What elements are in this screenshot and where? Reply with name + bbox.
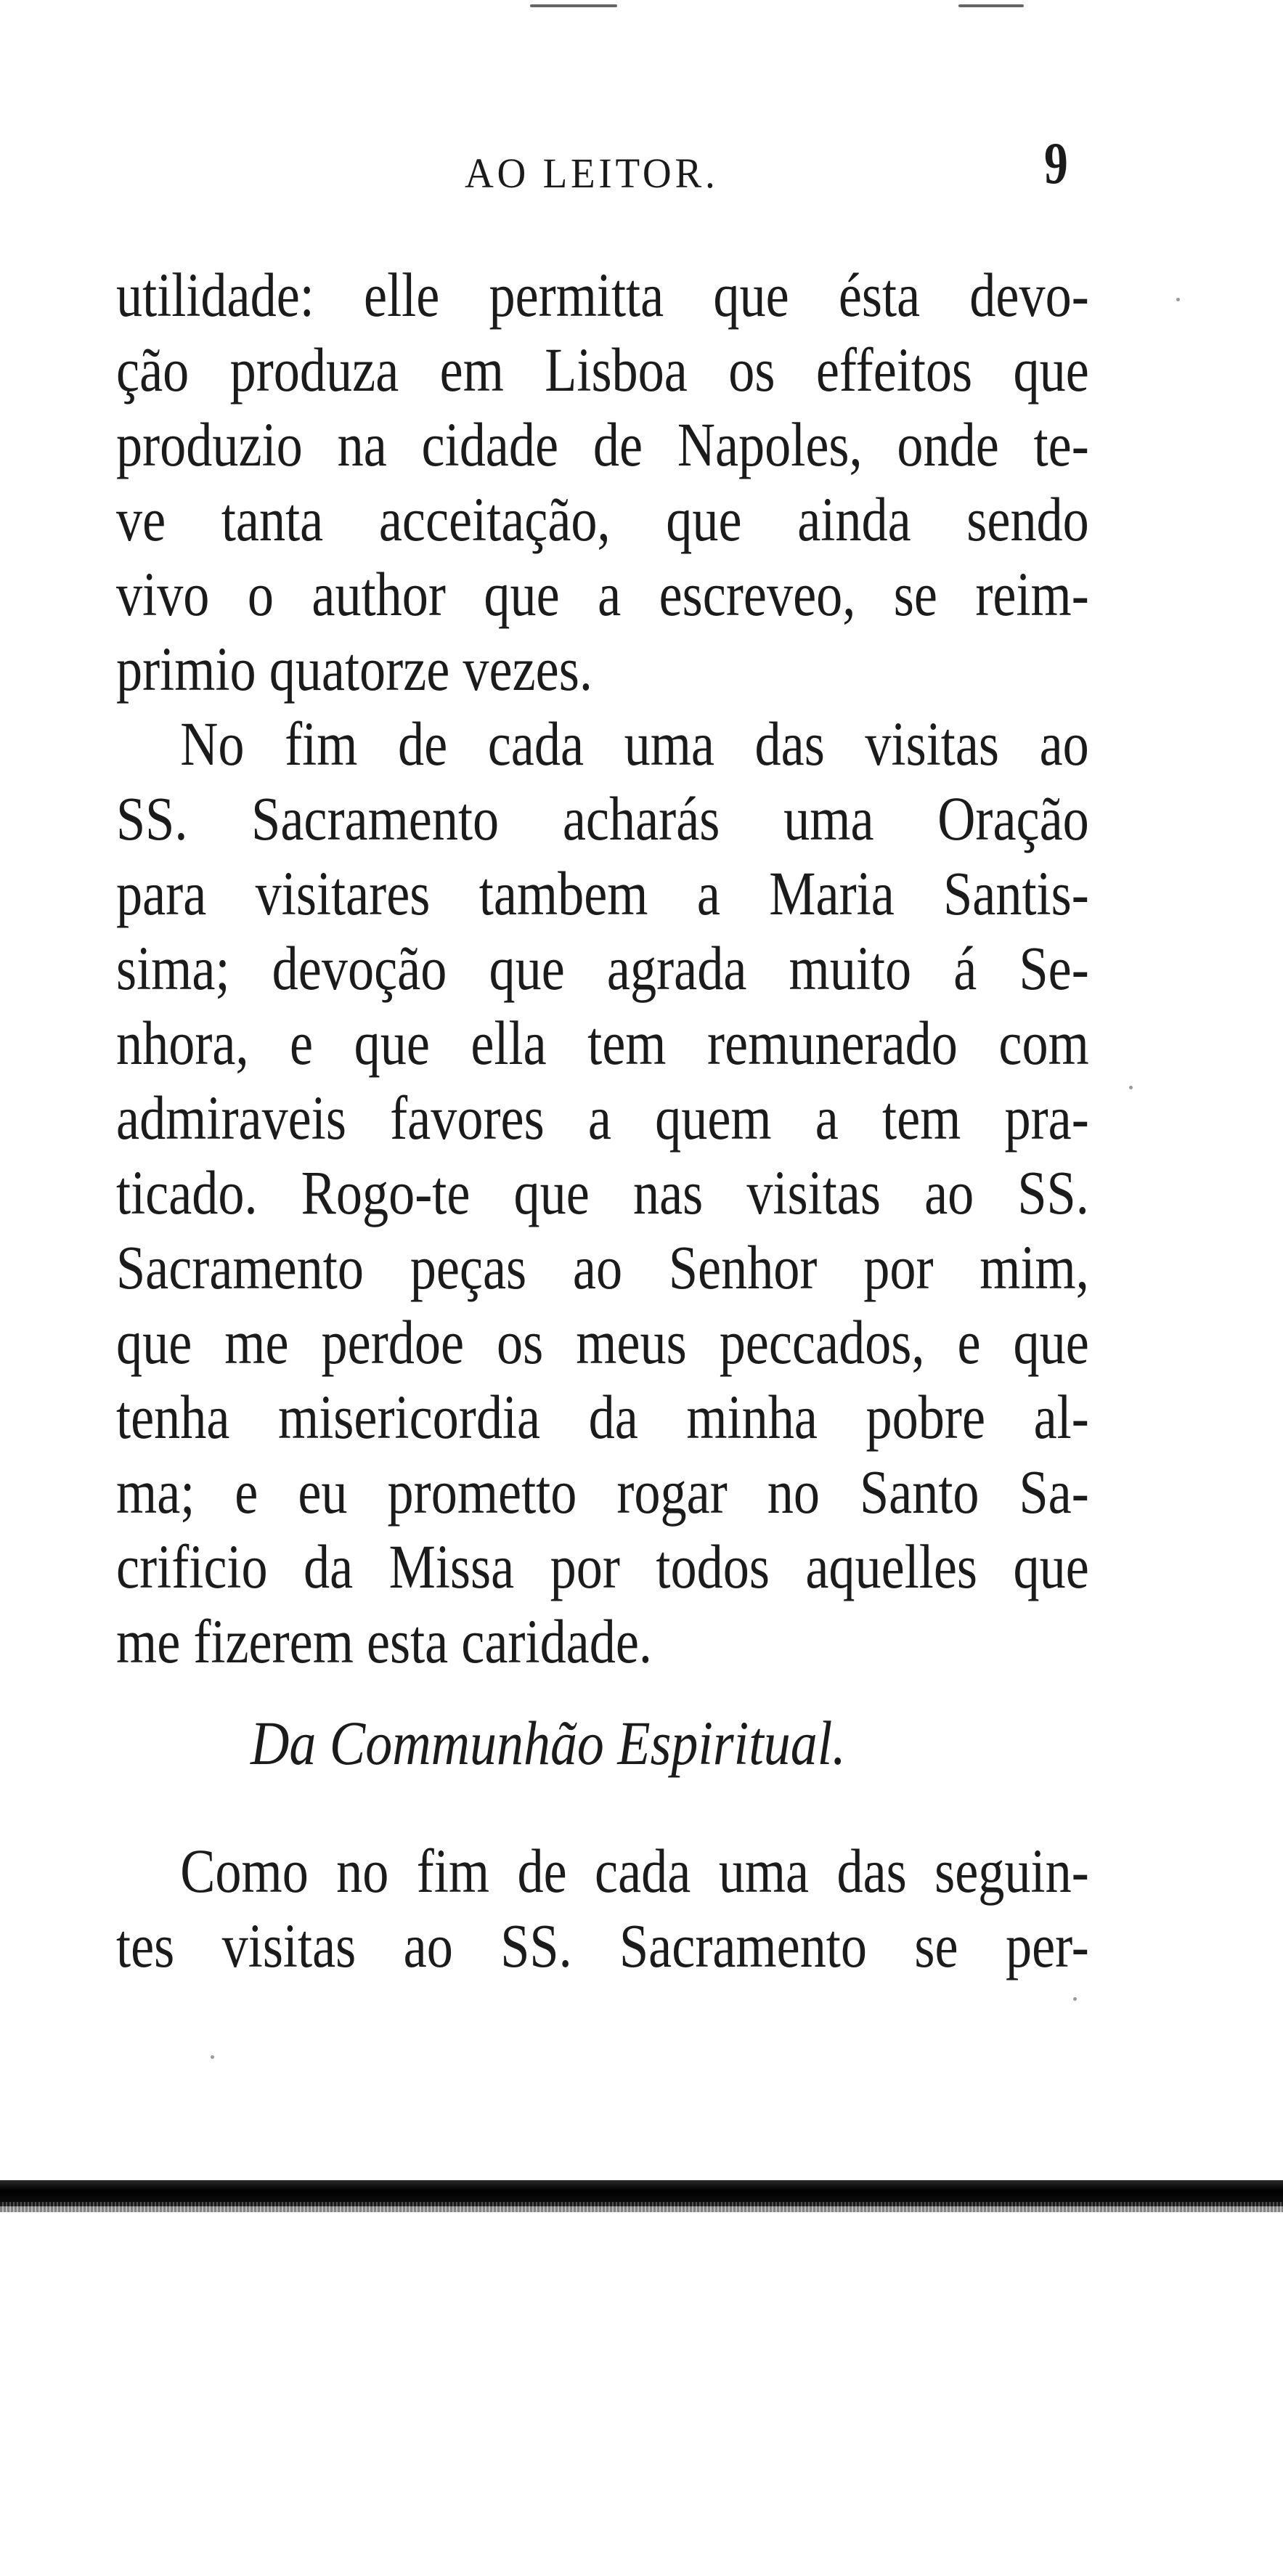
text-line: admiraveis favores a quem a tem pra- [116,1083,1089,1153]
text-line: que me perdoe os meus peccados, e que [116,1307,1089,1377]
print-speck [211,2055,214,2059]
text-line: primio quatorze vezes. [116,634,592,704]
page-edge-bar [0,2180,1283,2206]
text-line: utilidade: elle permitta que ésta devo- [116,260,1089,330]
text-line: sima; devoção que agrada muito á Se- [116,933,1089,1003]
print-speck [1073,1997,1077,2001]
text-line: ve tanta acceitação, que ainda sendo [116,484,1089,554]
text-line: Como no fim de cada uma das seguin- [180,1836,1089,1906]
text-line: me fizerem esta caridade. [116,1606,652,1676]
text-line: tenha misericordia da minha pobre al- [116,1382,1089,1452]
print-speck [1129,1086,1133,1089]
paragraph-2 [116,707,1089,1679]
text-line: Sacramento peças ao Senhor por mim, [116,1232,1089,1302]
text-line: crificio da Missa por todos aquelles que [116,1532,1089,1601]
text-line: nhora, e que ella tem remunerado com [116,1008,1089,1078]
running-head: AO LEITOR. [465,150,719,197]
text-line: No fim de cada uma das visitas ao [180,709,1089,779]
text-line: para visitares tambem a Maria Santis- [116,858,1089,928]
print-speck [1176,298,1180,301]
text-line: ticado. Rogo-te que nas visitas ao SS. [116,1158,1089,1227]
text-line: SS. Sacramento acharás uma Oração [116,784,1089,853]
top-edge-mark [958,4,1024,7]
paragraph-3 [116,1834,1089,1983]
text-line: vivo o author que a escreveo, se reim- [116,559,1089,629]
text-line: ção produza em Lisboa os effeitos que [116,335,1089,405]
page-number: 9 [1044,130,1068,196]
top-edge-mark [530,4,617,7]
text-line: ma; e eu prometto rogar no Santo Sa- [116,1457,1089,1527]
section-heading: Da Communhão Espiritual. [251,1708,846,1778]
text-line: tes visitas ao SS. Sacramento se per- [116,1911,1089,1980]
paragraph-1 [116,258,1089,707]
text-line: produzio na cidade de Napoles, onde te- [116,410,1089,479]
